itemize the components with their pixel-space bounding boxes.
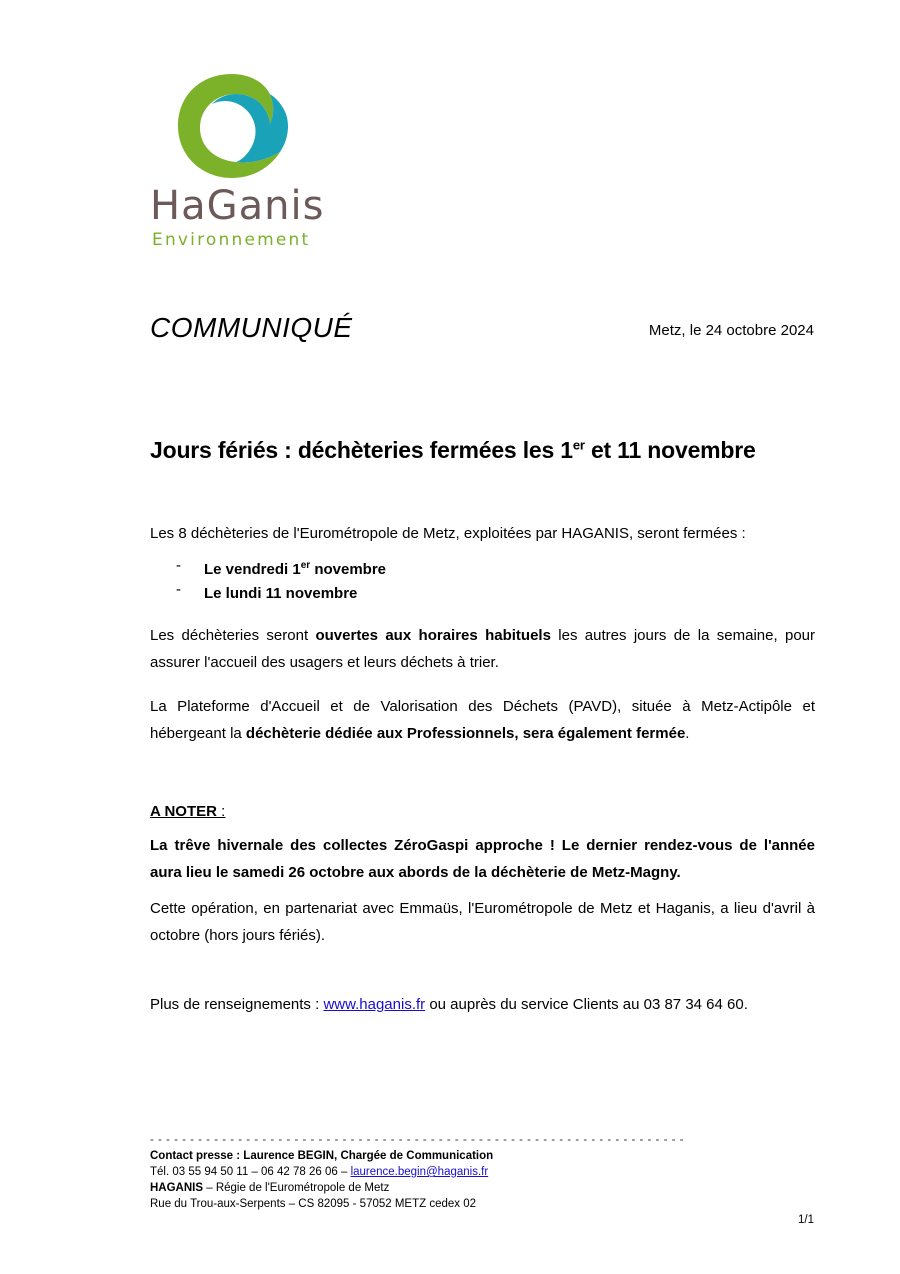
info-paragraph: Plus de renseignements : www.haganis.fr ou auprès du service Clients au 03 87 34 64 60. <box>150 996 748 1013</box>
organization: HAGANIS – Régie de l'Eurométropole de Metz <box>150 1182 390 1194</box>
closure-list <box>150 554 815 602</box>
opening-emphasis: ouvertes aux horaires habituels <box>315 627 551 644</box>
pavd-paragraph: La Plateforme d'Accueil et de Valorisation des Déchets (PAVD), située à Metz-Actipôle et hébergeant la déchèterie dédiée aux Professionnels, sera également fermée. <box>150 698 815 742</box>
pavd-emphasis: déchèterie dédiée aux Professionnels, sera également fermée <box>245 725 686 742</box>
note-heading: A NOTER : <box>150 803 226 820</box>
note-detail: Cette opération, en partenariat avec Emmaüs, l'Eurométropole de Metz et Haganis, a lieu d'avril à octobre (hors jours fériés). <box>150 900 815 944</box>
contact-phones: Tél. 03 55 94 50 11 – 06 42 78 26 06 – laurence.begin@haganis.fr <box>150 1166 489 1178</box>
brand-subtitle: Environnement <box>152 230 311 250</box>
haganis-logo <box>150 68 325 253</box>
brand-name: HaGanis <box>150 183 325 229</box>
page-number: 1/1 <box>798 1214 814 1226</box>
footer <box>150 1132 684 1212</box>
website-link[interactable]: www.haganis.fr <box>323 996 426 1013</box>
address: Rue du Trou-aux-Serpents – CS 82095 - 57052 METZ cedex 02 <box>150 1198 477 1210</box>
note-highlight: La trêve hivernale des collectes ZéroGaspi approche ! Le dernier rendez-vous de l'année aura lieu le samedi 26 octobre aux abords de la déchèterie de Metz-Magny. <box>150 837 815 881</box>
headline-pre: Jours fériés : déchèteries fermées les 1 <box>150 437 573 463</box>
intro-paragraph: Les 8 déchèteries de l'Eurométropole de Metz, exploitées par HAGANIS, seront fermées : <box>150 525 746 542</box>
list-item: - Le vendredi 1er novembre <box>150 554 815 578</box>
document-type-title: COMMUNIQUÉ <box>150 312 353 343</box>
email-link[interactable]: laurence.begin@haganis.fr <box>350 1166 489 1178</box>
headline-sup: er <box>572 437 585 453</box>
footer-separator: - - - - - - - - - - - - - - - - - - - - - - - - - - - - - - - - - - - - - - - - - - - - - - - - - - - - - - - - - - - - - - - - - - - <box>150 1134 684 1146</box>
opening-paragraph: Les déchèteries seront ouvertes aux horaires habituels les autres jours de la semaine, pour assurer l'accueil des usagers et leurs déchets à trier. <box>150 627 815 671</box>
press-contact: Contact presse : Laurence BEGIN, Chargée de Communication <box>150 1150 494 1162</box>
document-date: Metz, le 24 octobre 2024 <box>648 322 814 339</box>
headline-post: et 11 novembre <box>584 437 756 463</box>
haganis-swirl-icon <box>170 68 295 183</box>
headline <box>150 437 756 464</box>
list-item: - Le lundi 11 novembre <box>150 578 815 602</box>
